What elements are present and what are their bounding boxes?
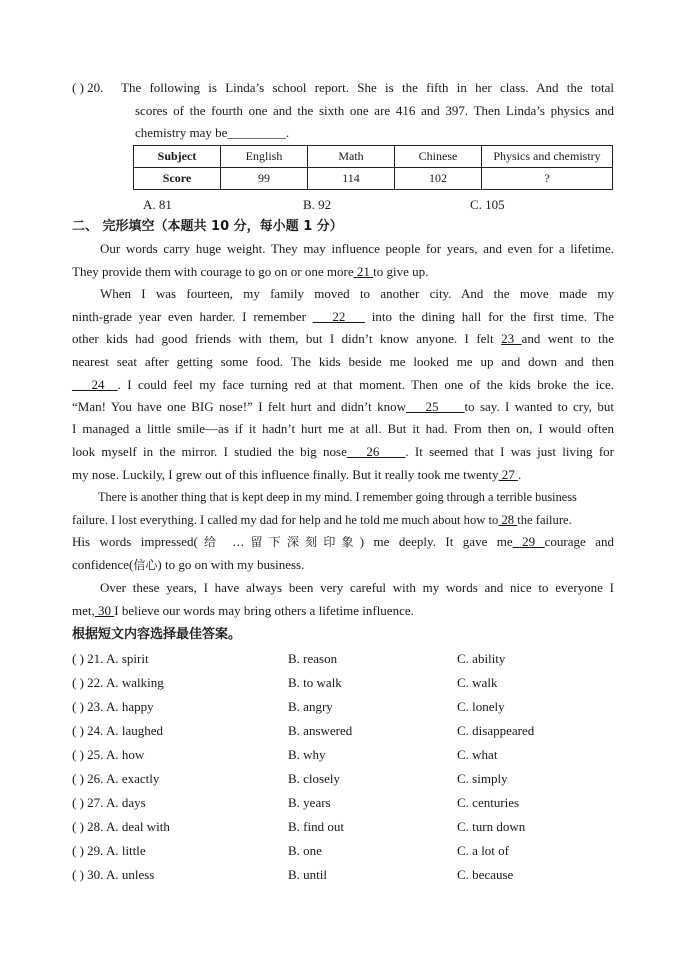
- passage-text: the failure.: [517, 513, 572, 527]
- passage-text: courage and: [544, 534, 614, 549]
- choose-heading: 根据短文内容选择最佳答案。: [72, 627, 242, 642]
- blank-22: ___22___: [312, 309, 365, 324]
- q20-blank: _________: [227, 125, 286, 140]
- option-b: B. answered: [288, 723, 353, 738]
- option-b: B. until: [288, 867, 328, 882]
- passage-text: ninth-grade year even harder. I remember: [72, 309, 307, 324]
- table-cell: Math: [308, 146, 395, 168]
- passage-line: Our words carry huge weight. They may influence people for years, and even for a lifetime.: [100, 241, 614, 256]
- passage-text: met,: [72, 603, 95, 618]
- passage-line: I managed a little smile—as if it hadn’t hurt me at all. But it had. From then on, I would often: [72, 421, 614, 436]
- q20-option-c: C. 105: [470, 197, 505, 212]
- table-cell: ?: [482, 168, 613, 190]
- option-c: C. lonely: [457, 699, 505, 714]
- table-cell: Chinese: [395, 146, 482, 168]
- q20-line-2: scores of the fourth one and the sixth one are 416 and 397. Then Linda’s physics and: [135, 103, 614, 118]
- option-b: B. to walk: [288, 675, 342, 690]
- question-number-option-a: ( ) 25. A. how: [72, 747, 145, 762]
- passage-text: His words impressed(: [72, 534, 198, 549]
- blank-28: 28: [498, 513, 518, 527]
- question-number-option-a: ( ) 29. A. little: [72, 843, 146, 858]
- option-c: C. what: [457, 747, 498, 762]
- option-b: B. closely: [288, 771, 340, 786]
- option-b: B. reason: [288, 651, 338, 666]
- passage-text: . It seemed that I was just living for: [405, 444, 614, 459]
- table-cell: 114: [308, 168, 395, 190]
- blank-30: 30: [94, 603, 115, 618]
- option-b: B. angry: [288, 699, 333, 714]
- question-number-option-a: ( ) 22. A. walking: [72, 675, 164, 690]
- passage-text: into the dining hall for the first time. The: [371, 309, 615, 324]
- chinese-gloss: 信心: [133, 558, 158, 572]
- q20-line-3-text: chemistry may be: [135, 125, 228, 140]
- table-row: [134, 168, 613, 190]
- option-c: C. simply: [457, 771, 508, 786]
- passage-text: “Man! You have one BIG nose!” I felt hurt and didn’t know: [72, 399, 406, 414]
- table-header-row: [134, 146, 613, 168]
- table-cell: 102: [395, 168, 482, 190]
- passage-line: [72, 399, 614, 415]
- passage-text: ) me deeply. It gave me: [359, 534, 513, 549]
- passage-line: Over these years, I have always been very careful with my words and nice to everyone I: [100, 580, 614, 595]
- question-number-option-a: ( ) 27. A. days: [72, 795, 146, 810]
- question-number-option-a: ( ) 23. A. happy: [72, 699, 154, 714]
- passage-text: confidence(: [72, 557, 134, 572]
- question-number-option-a: ( ) 30. A. unless: [72, 867, 155, 882]
- table-cell: English: [221, 146, 308, 168]
- question-number-option-a: ( ) 26. A. exactly: [72, 771, 160, 786]
- passage-text: to say. I wanted to cry, but: [464, 399, 614, 414]
- option-c: C. ability: [457, 651, 506, 666]
- passage-line: [72, 309, 614, 325]
- passage-text: . I could feel my face turning red at that moment. Then one of the kids broke the ice.: [117, 377, 614, 392]
- option-c: C. walk: [457, 675, 498, 690]
- option-b: B. years: [288, 795, 331, 810]
- blank-24: ___24__: [72, 377, 118, 392]
- option-c: C. a lot of: [457, 843, 509, 858]
- blank-29: 29: [512, 534, 545, 549]
- passage-text: failure. I lost everything. I called my dad for help and he told me much about how to: [72, 513, 499, 527]
- passage-line: [72, 331, 614, 347]
- option-c: C. because: [457, 867, 514, 882]
- question-number-option-a: ( ) 21. A. spirit: [72, 651, 149, 666]
- table-cell: Physics and chemistry: [482, 146, 613, 168]
- q20-line-1: The following is Linda’s school report. She is the fifth in her class. And the total: [121, 80, 614, 95]
- q20-line-3: [135, 125, 289, 141]
- blank-21: 21: [353, 264, 374, 279]
- passage-text: I believe our words may bring others a lifetime influence.: [114, 603, 414, 618]
- passage-text: and went to the: [521, 331, 615, 346]
- passage-line: There is another thing that is kept deep in my mind. I remember going through a terrible business: [98, 490, 577, 504]
- passage-line: [72, 444, 614, 460]
- q20-option-a: A. 81: [143, 197, 172, 212]
- blank-25: ___25____: [406, 399, 465, 414]
- passage-line: [72, 557, 304, 573]
- question-number-option-a: ( ) 24. A. laughed: [72, 723, 163, 738]
- table-cell: Subject: [134, 146, 221, 168]
- score-table: [133, 145, 613, 190]
- passage-line: [72, 467, 521, 483]
- passage-text: ) to go on with my business.: [157, 557, 305, 572]
- passage-text: my nose. Luckily, I grew out of this influence finally. But it really took me twenty: [72, 467, 499, 482]
- passage-line: [72, 264, 428, 280]
- chinese-gloss: 给 …留下深刻印象: [197, 535, 360, 549]
- option-b: B. why: [288, 747, 326, 762]
- q20-option-b: B. 92: [303, 197, 332, 212]
- option-c: C. disappeared: [457, 723, 535, 738]
- option-b: B. one: [288, 843, 322, 858]
- table-cell: Score: [134, 168, 221, 190]
- passage-text: They provide them with courage to go on or one more: [72, 264, 354, 279]
- passage-text: to give up.: [373, 264, 429, 279]
- passage-line: When I was fourteen, my family moved to another city. And the move made my: [100, 286, 614, 301]
- blank-23: 23: [501, 331, 522, 346]
- option-c: C. centuries: [457, 795, 520, 810]
- passage-text: .: [518, 467, 522, 482]
- table-cell: 99: [221, 168, 308, 190]
- passage-text: other kids had good friends with them, but I didn’t know anyone. I felt: [72, 331, 494, 346]
- passage-line: [72, 377, 614, 393]
- blank-27: 27: [498, 467, 518, 482]
- passage-text: look myself in the mirror. I studied the big nose: [72, 444, 347, 459]
- passage-line: nearest seat after getting some food. The kids beside me looked me up and down and then: [72, 354, 614, 369]
- passage-line: [72, 512, 572, 528]
- passage-line: [72, 534, 614, 550]
- passage-line: [72, 603, 414, 619]
- section-heading: 二、 完形填空（本题共 10 分，每小题 1 分）: [72, 219, 343, 234]
- blank-26: ___26____: [346, 444, 406, 459]
- q20-line-3-end: .: [285, 125, 290, 140]
- option-b: B. find out: [288, 819, 344, 834]
- option-c: C. turn down: [457, 819, 526, 834]
- q20-number: ( ) 20.: [72, 80, 104, 95]
- question-number-option-a: ( ) 28. A. deal with: [72, 819, 170, 834]
